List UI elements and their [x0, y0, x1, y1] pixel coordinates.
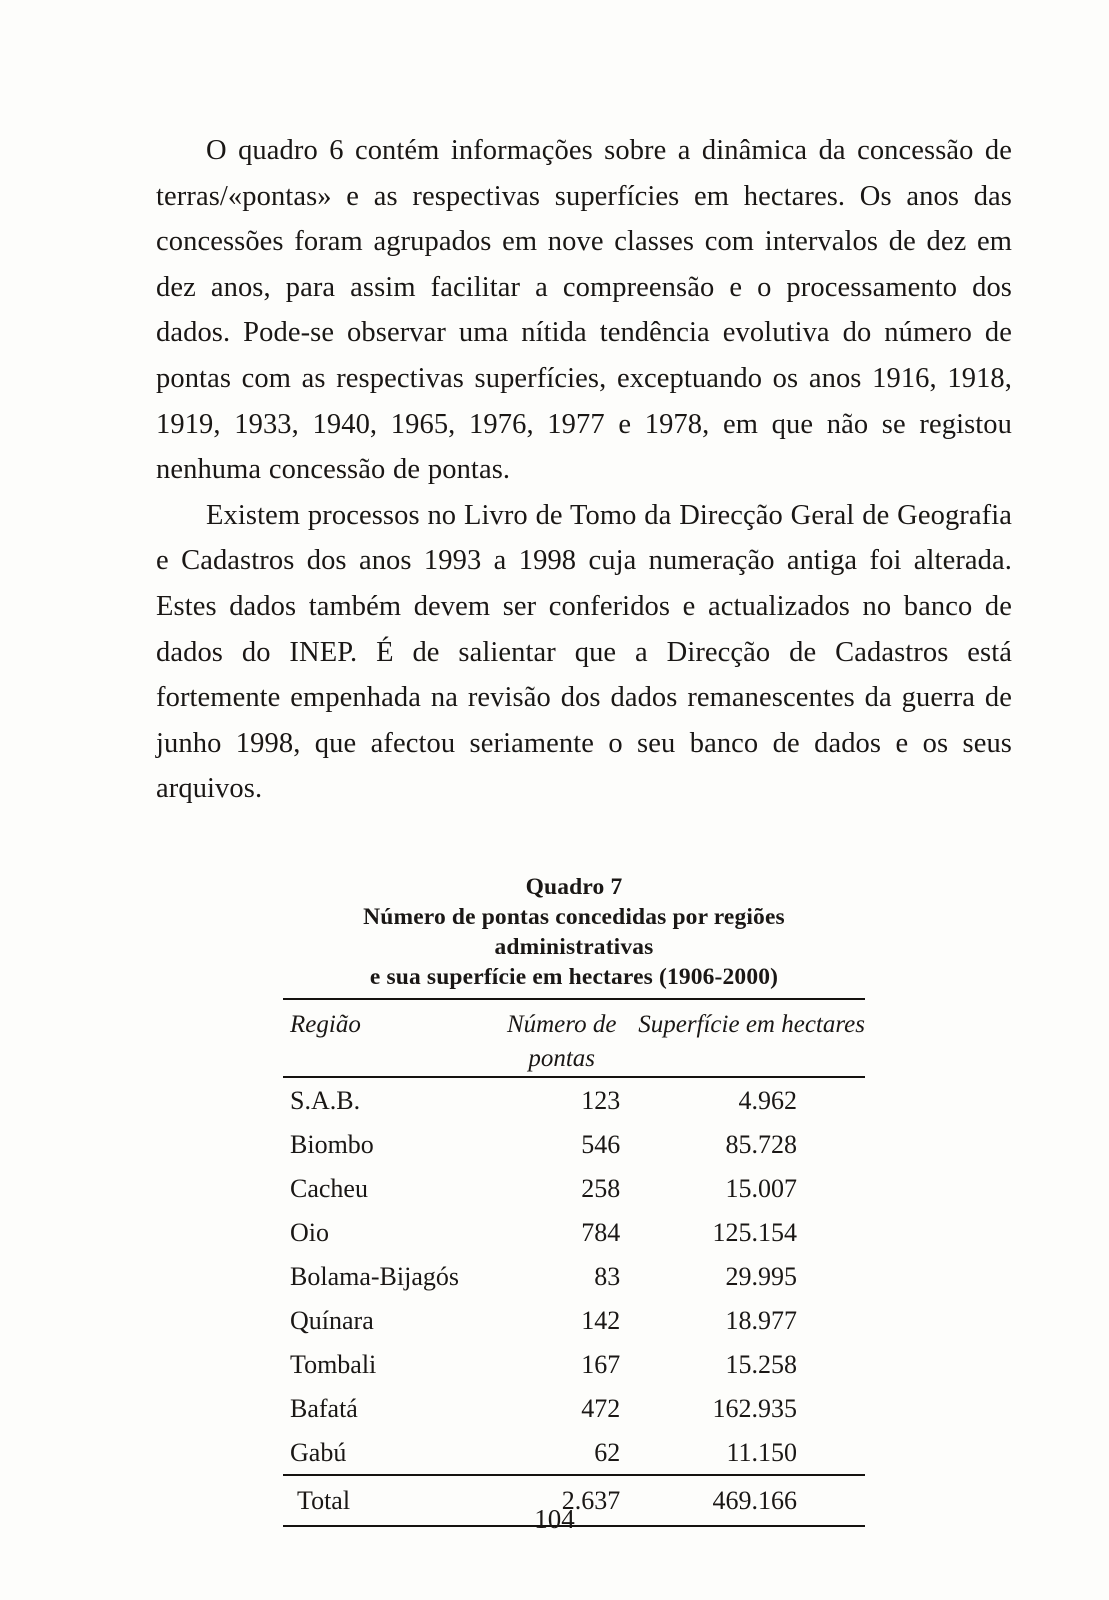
cell-pontas: 123: [581, 1085, 621, 1115]
cell-hectares: 11.150: [726, 1437, 797, 1467]
cell-pontas: 546: [581, 1129, 621, 1159]
cell-hectares: 85.728: [725, 1129, 797, 1159]
cell-pontas: 258: [581, 1173, 621, 1203]
cell-region: Bafatá: [290, 1393, 358, 1423]
cell-pontas: 142: [581, 1305, 621, 1335]
table-row: [283, 1078, 865, 1122]
cell-pontas: 472: [581, 1393, 621, 1423]
table-row: [283, 1298, 865, 1342]
cell-total-label: Total: [297, 1486, 351, 1515]
cell-total-pontas: 2.637: [561, 1486, 621, 1515]
cell-region: Quínara: [290, 1305, 374, 1335]
column-header-superficie: Superfície em hectares: [638, 1011, 865, 1038]
cell-region: S.A.B.: [290, 1085, 361, 1115]
paragraph-1: O quadro 6 contém informações sobre a dinâmica da concessão de terras/«pontas» e as respectivas superfícies em hectares. Os anos das concessões foram agrupados em nove classes com intervalos de dez em dez anos, para assim facilitar a compreensão e o processamento dos dados. Pode-se observar uma nítida tendência evolutiva do número de pontas com as respectivas superfícies, exceptuando os anos 1916, 1918, 1919, 1933, 1940, 1965, 1976, 1977 e 1978, em que não se registou nenhuma concessão de pontas.: [156, 135, 1012, 486]
table-caption: [283, 872, 865, 992]
cell-region: Oio: [290, 1217, 329, 1247]
cell-region: Tombali: [290, 1349, 377, 1379]
cell-hectares: 18.977: [725, 1305, 797, 1335]
cell-hectares: 4.962: [738, 1085, 797, 1115]
table-caption-title: Quadro 7: [525, 874, 623, 900]
paragraph-2: Existem processos no Livro de Tomo da Direcção Geral de Geografia e Cadastros dos anos 1993 a 1998 cuja numeração antiga foi alterada. Estes dados também devem ser conferidos e actualizados no banco de dados do INEP. É de salientar que a Direcção de Cadastros está fortemente empenhada na revisão dos dados remanescentes da guerra de junho 1998, que afectou seriamente o seu banco de dados e os seus arquivos.: [156, 499, 1012, 805]
cell-total-hectares: 469.166: [712, 1486, 797, 1515]
table-row: [283, 1386, 865, 1430]
page-number: 104: [534, 1504, 575, 1534]
column-header-numero-line1: Número de: [506, 1011, 617, 1038]
cell-region: Bolama-Bijagós: [290, 1261, 459, 1291]
table-header-row: [283, 1000, 865, 1077]
cell-region: Gabú: [290, 1437, 347, 1467]
column-header-regiao: Região: [290, 1011, 361, 1038]
cell-pontas: 784: [581, 1217, 621, 1247]
cell-pontas: 167: [581, 1349, 621, 1379]
table-row: [283, 1254, 865, 1298]
body-text-block: [156, 128, 1012, 812]
quadro-7-table: [283, 998, 865, 1527]
table-row: [283, 1430, 865, 1475]
cell-region: Cacheu: [290, 1173, 368, 1203]
cell-hectares: 125.154: [712, 1217, 797, 1247]
cell-hectares: 15.007: [725, 1173, 797, 1203]
table-row: [283, 1122, 865, 1166]
quadro-7-block: [283, 872, 865, 1527]
cell-pontas: 62: [594, 1437, 621, 1467]
cell-region: Biombo: [290, 1129, 374, 1159]
column-header-numero-line2: pontas: [528, 1045, 596, 1072]
table-row: [283, 1166, 865, 1210]
table-row: [283, 1342, 865, 1386]
cell-hectares: 162.935: [712, 1393, 797, 1423]
column-header-numero-de-pontas: [485, 1000, 638, 1077]
table-caption-subtitle-line2: e sua superfície em hectares (1906-2000): [369, 964, 779, 990]
cell-hectares: 29.995: [725, 1261, 797, 1291]
cell-pontas: 83: [594, 1261, 621, 1291]
table-row: [283, 1210, 865, 1254]
cell-hectares: 15.258: [725, 1349, 797, 1379]
table-caption-subtitle-line1: Número de pontas concedidas por regiões administrativas: [363, 904, 785, 960]
